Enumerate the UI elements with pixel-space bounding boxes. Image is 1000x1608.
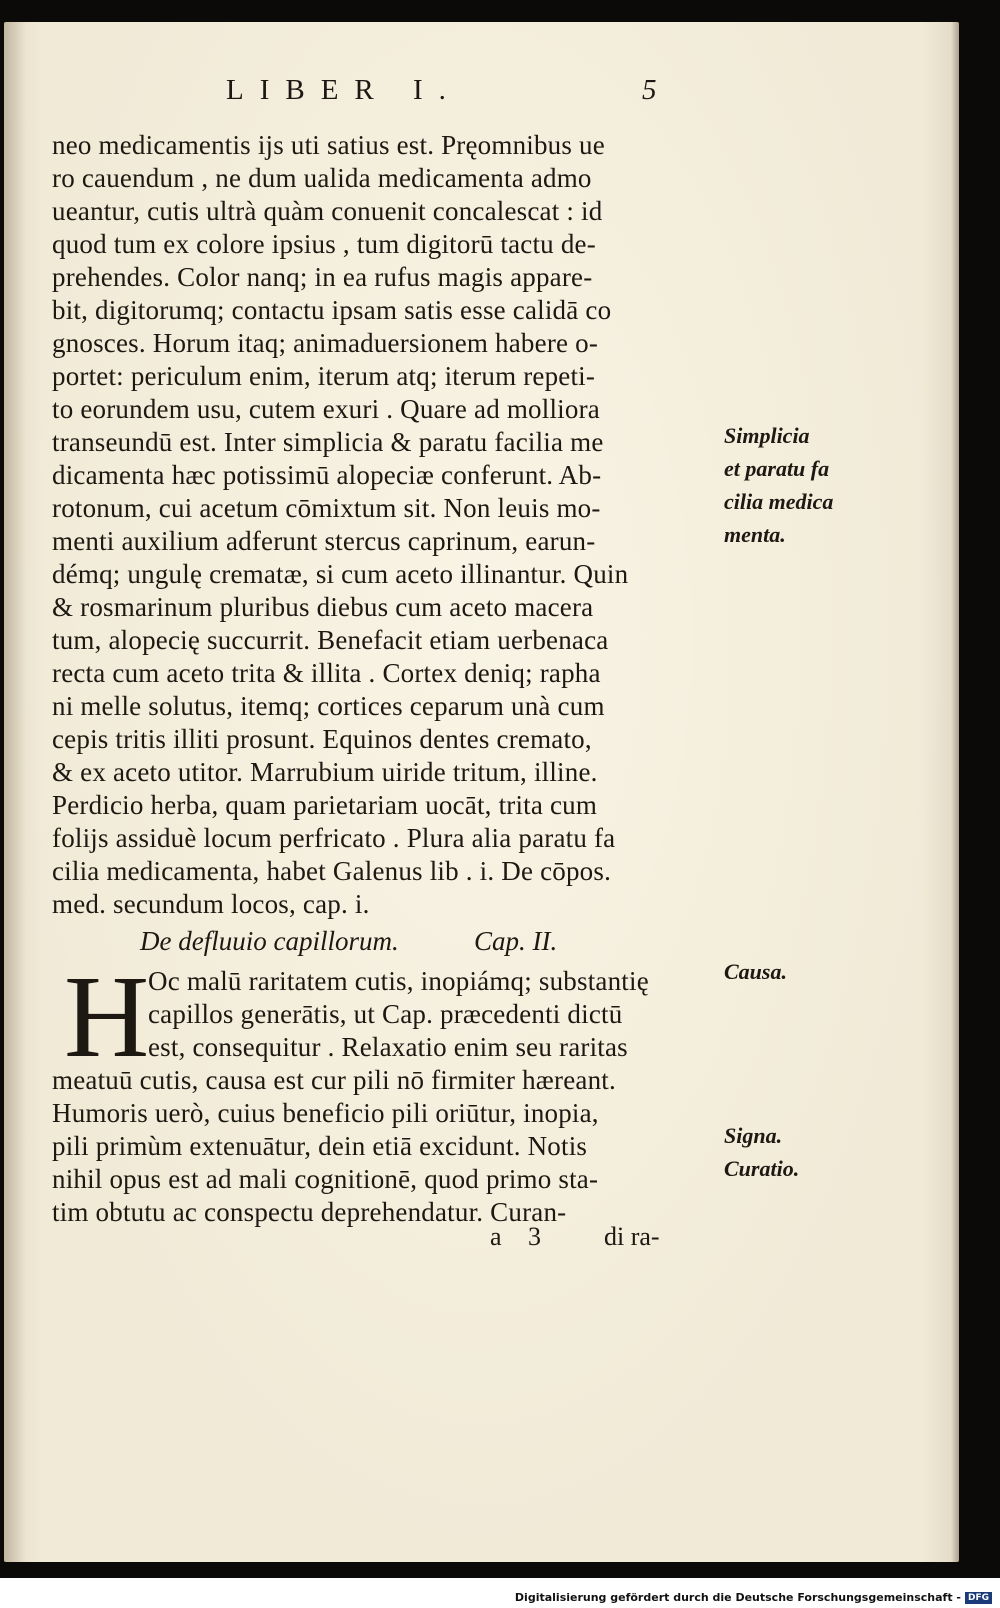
margin-note-simplicia: cilia medica: [724, 489, 834, 514]
text-line: ueantur, cutis ultrà quàm conuenit concalescat : id: [52, 196, 603, 226]
text-line: rotonum, cui acetum cōmixtum sit. Non leuis mo-: [52, 493, 601, 523]
body-text-part-1: [52, 129, 692, 921]
text-line: neo medicamentis ijs uti satius est. Pręomnibus ue: [52, 130, 605, 160]
text-line: dicamenta hæc potissimū alopeciæ conferunt. Ab-: [52, 460, 602, 490]
body-text-part-2: [52, 1064, 692, 1229]
text-line: tum, alopecię succurrit. Benefacit etiam uerbenaca: [52, 625, 609, 655]
text-line: portet: periculum enim, iterum atq; iterum repeti-: [52, 361, 596, 391]
digitization-credit: [515, 1591, 992, 1604]
chapter-title: De defluuio capillorum.: [140, 926, 399, 956]
text-line: transeundū est. Inter simplicia & paratu facilia me: [52, 427, 604, 457]
text-line: tim obtutu ac conspectu deprehendatur. Curan-: [52, 1197, 567, 1227]
text-line: est, consequitur . Relaxatio enim seu raritas: [148, 1032, 628, 1062]
text-line: quod tum ex colore ipsius , tum digitorū tactu de-: [52, 229, 596, 259]
page-edge-shadow: [951, 22, 959, 1562]
dfg-logo: DFG: [965, 1592, 992, 1604]
credit-text: Digitalisierung gefördert durch die Deutsche Forschungsgemeinschaft -: [514, 1591, 961, 1604]
text-line: menti auxilium adferunt stercus caprinum, earun-: [52, 526, 596, 556]
signature-mark: a 3: [490, 1222, 552, 1251]
text-line: prehendes. Color nanq; in ea rufus magis appare-: [52, 262, 593, 292]
page-header: [0, 74, 1000, 124]
text-line: recta cum aceto trita & illita . Cortex deniq; rapha: [52, 658, 601, 688]
text-line: cilia medicamenta, habet Galenus lib . i. De cōpos.: [52, 856, 612, 886]
text-line: gnosces. Horum itaq; animaduersionem habere o-: [52, 328, 599, 358]
margin-note-curatio: Curatio.: [724, 1156, 800, 1181]
margin-note-simplicia: Simplicia: [724, 423, 810, 448]
text-line: capillos generātis, ut Cap. præcedenti dictū: [148, 999, 623, 1029]
text-line: meatuū cutis, causa est cur pili nō firmiter hæreant.: [52, 1065, 616, 1095]
text-line: bit, digitorumq; contactu ipsam satis esse calidā co: [52, 295, 612, 325]
text-line: Perdicio herba, quam parietariam uocāt, trita cum: [52, 790, 598, 820]
text-block: [52, 129, 834, 1229]
text-line: folijs assiduè locum perfricato . Plura alia paratu fa: [52, 823, 616, 853]
margin-note-signa: Signa.: [724, 1123, 783, 1148]
page-number: 5: [642, 74, 657, 106]
text-line: ni melle solutus, itemq; cortices ceparum unà cum: [52, 691, 605, 721]
text-line: Humoris uerò, cuius beneficio pili oriūtur, inopia,: [52, 1098, 599, 1128]
text-line: to eorundem usu, cutem exuri . Quare ad molliora: [52, 394, 600, 424]
drop-cap-initial: H: [64, 951, 150, 1082]
margin-note-simplicia: et paratu fa: [724, 456, 830, 481]
page-footer: [0, 1222, 1000, 1262]
margin-note-simplicia: menta.: [724, 522, 786, 547]
text-line: med. secundum locos, cap. i.: [52, 889, 370, 919]
text-line: nihil opus est ad mali cognitionē, quod primo sta-: [52, 1164, 599, 1194]
text-line: & ex aceto utitor. Marrubium uiride tritum, illine.: [52, 757, 598, 787]
text-line: cepis tritis illiti prosunt. Equinos dentes cremato,: [52, 724, 592, 754]
chapter-number: Cap. II.: [474, 926, 558, 956]
text-line: démq; ungulę crematæ, si cum aceto illinantur. Quin: [52, 559, 629, 589]
catchword: di ra-: [604, 1222, 660, 1251]
text-line: pili primùm extenuātur, dein etiā excidunt. Notis: [52, 1131, 588, 1161]
running-head: LIBER I.: [226, 74, 462, 106]
gutter-shadow: [4, 22, 26, 1562]
text-line: ro cauendum , ne dum ualida medicamenta admo: [52, 163, 592, 193]
text-line: & rosmarinum pluribus diebus cum aceto macera: [52, 592, 594, 622]
text-line: Oc malū raritatem cutis, inopiámq; substantię: [148, 966, 649, 996]
margin-note-causa: Causa.: [724, 959, 787, 984]
